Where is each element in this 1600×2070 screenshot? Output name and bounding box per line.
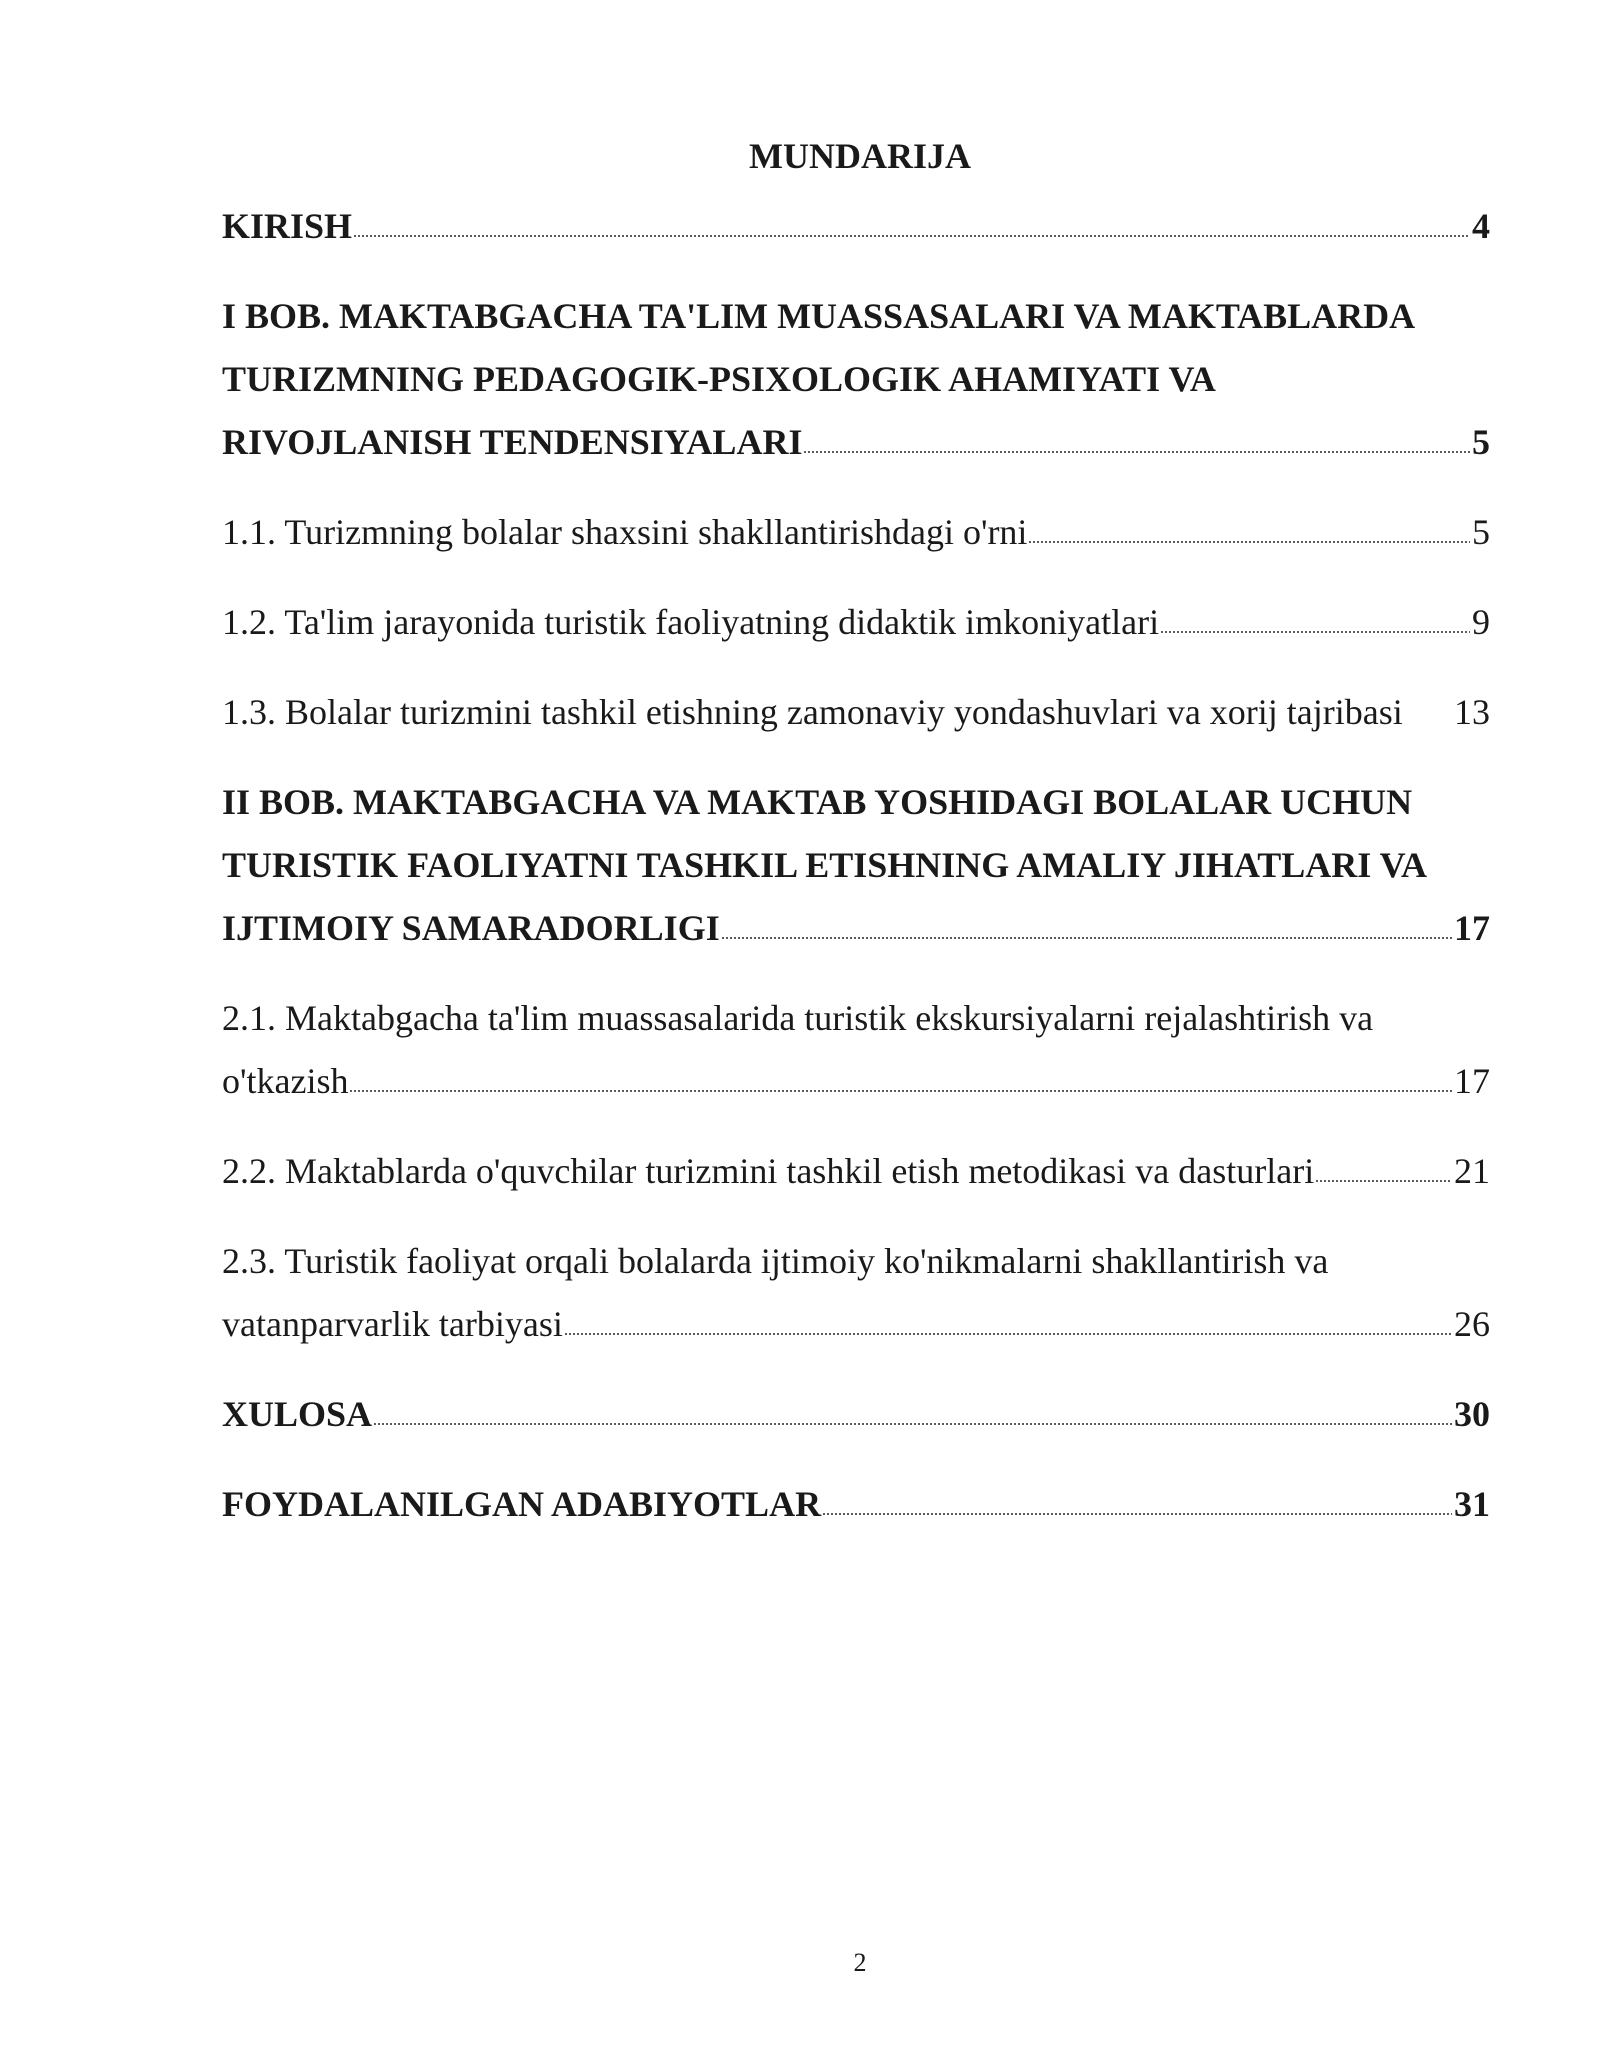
toc-title: MUNDARIJA [749,136,971,176]
dot-leader [349,1089,1452,1093]
toc-page-number: 21 [1454,1151,1490,1191]
toc-page-number: 30 [1454,1394,1490,1434]
toc-page-number: 17 [1454,1061,1490,1101]
toc-entry-last-line [222,195,1490,258]
toc-entry-last-line [222,1050,1490,1113]
toc-page-number: 31 [1454,1484,1490,1524]
toc-entry-line: TURISTIK FAOLIYATNI TASHKIL ETISHNING AMALIY JIHATLARI VA [222,845,1427,885]
toc-entry-text: 1.2. Ta'lim jarayonida turistik faoliyatning didaktik imkoniyatlari [222,602,1160,642]
toc-entry-text: 1.1. Turizmning bolalar shaxsini shakllantirishdagi o'rni [222,512,1028,552]
toc-entry[interactable] [222,1230,1490,1356]
toc-page-number: 13 [1454,692,1490,732]
toc-entry-line: II BOB. MAKTABGACHA VA MAKTAB YOSHIDAGI BOLALAR UCHUN [222,782,1413,822]
dot-leader [373,1422,1452,1426]
toc-entry[interactable] [222,195,1490,258]
toc-entry-line: 2.3. Turistik faoliyat orqali bolalarda ijtimoiy ko'nikmalarni shakllantirish va [222,1241,1329,1281]
toc-entry-line: I BOB. MAKTABGACHA TA'LIM MUASSASALARI VA MAKTABLARDA [222,296,1416,336]
toc-entry-last-line [222,1383,1490,1446]
toc-page-number: 5 [1472,512,1490,552]
toc-page-number: 9 [1472,602,1490,642]
toc-entry-last-line [222,681,1490,744]
toc-page-number: 26 [1454,1304,1490,1344]
toc-entry-last-line [222,897,1490,960]
toc-entry-last-line [222,1473,1490,1536]
toc-page-number: 4 [1472,206,1490,246]
toc-entry-text: vatanparvarlik tarbiyasi [222,1304,563,1344]
toc-entry[interactable] [222,285,1490,474]
dot-leader [1028,540,1470,544]
toc-entry[interactable] [222,1383,1490,1446]
dot-leader [803,450,1470,454]
toc-entry-last-line [222,1293,1490,1356]
toc-page-number: 17 [1454,908,1490,948]
toc-entry-text: RIVOJLANISH TENDENSIYALARI [222,422,803,462]
toc-entry[interactable] [222,771,1490,960]
toc-page-number: 5 [1472,422,1490,462]
dot-leader [1160,630,1470,634]
toc-entry-text: 2.2. Maktablarda o'quvchilar turizmini tashkil etish metodikasi va dasturlari [222,1151,1315,1191]
toc-entry-last-line [222,501,1490,564]
toc-entry-text: KIRISH [222,206,353,246]
toc-entry[interactable] [222,987,1490,1113]
toc-entry[interactable] [222,1140,1490,1203]
toc-entry[interactable] [222,681,1490,744]
toc-entry[interactable] [222,501,1490,564]
toc-entry-last-line [222,1140,1490,1203]
toc-entry[interactable] [222,1473,1490,1536]
toc-entry-line: 2.1. Maktabgacha ta'lim muassasalarida turistik ekskursiyalarni rejalashtirish va [222,998,1374,1038]
dot-leader [1315,1179,1452,1183]
dot-leader [721,936,1452,940]
toc-entry-text: XULOSA [222,1394,373,1434]
page-number: 2 [853,1948,867,1977]
dot-leader [353,234,1470,238]
table-of-contents [222,195,1490,1563]
toc-entry-text: o'tkazish [222,1061,349,1101]
dot-leader [564,1332,1452,1336]
dot-leader [822,1512,1452,1516]
toc-entry-last-line [222,591,1490,654]
toc-entry-text: IJTIMOIY SAMARADORLIGI [222,908,720,948]
toc-entry-text: FOYDALANILGAN ADABIYOTLAR [222,1484,822,1524]
toc-entry-line: TURIZMNING PEDAGOGIK-PSIXOLOGIK AHAMIYATI VA [222,359,1216,399]
toc-entry-text: 1.3. Bolalar turizmini tashkil etishning zamonaviy yondashuvlari va xorij tajribasi [222,692,1403,732]
toc-entry-last-line [222,411,1490,474]
toc-entry[interactable] [222,591,1490,654]
